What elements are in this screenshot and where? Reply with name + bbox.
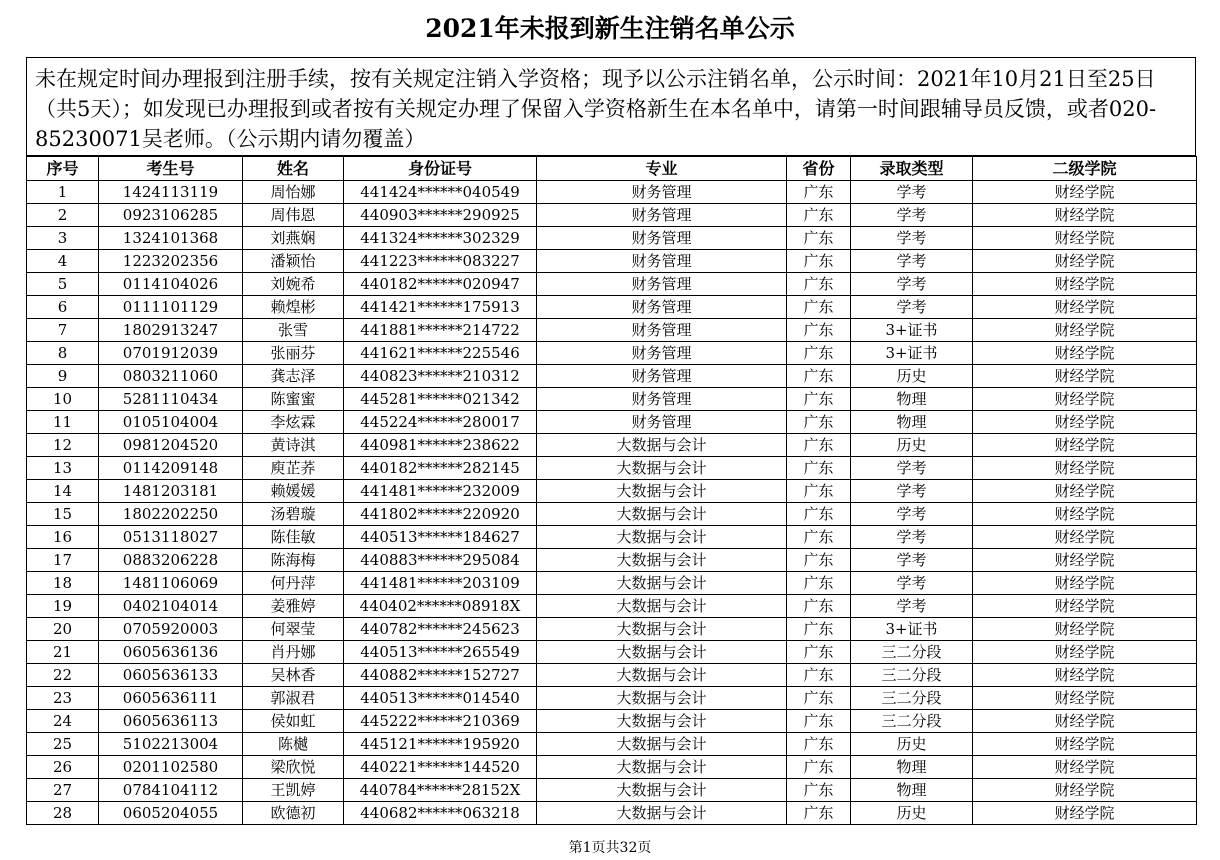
col-province-cell: 广东: [787, 664, 851, 687]
col-exam-id-cell: 0803211060: [99, 365, 243, 388]
col-major-cell: 大数据与会计: [537, 595, 787, 618]
col-seq-cell: 9: [27, 365, 99, 388]
col-major-cell: 财务管理: [537, 273, 787, 296]
col-major-cell: 财务管理: [537, 388, 787, 411]
col-province-cell: 广东: [787, 802, 851, 825]
col-exam-id-cell: 1324101368: [99, 227, 243, 250]
col-admission-type-cell: 学考: [851, 273, 973, 296]
col-major-cell: 大数据与会计: [537, 733, 787, 756]
col-id-number-cell: 440182******020947: [344, 273, 537, 296]
table-row: [27, 480, 1197, 503]
table-row: [27, 779, 1197, 802]
col-admission-type-cell: 学考: [851, 250, 973, 273]
col-seq-cell: 2: [27, 204, 99, 227]
col-exam-id-cell: 0201102580: [99, 756, 243, 779]
table-row: [27, 227, 1197, 250]
col-admission-type-cell: 学考: [851, 457, 973, 480]
col-name-cell: 郭淑君: [243, 687, 344, 710]
table-row: [27, 733, 1197, 756]
col-admission-type-cell: 物理: [851, 756, 973, 779]
col-seq-cell: 23: [27, 687, 99, 710]
col-seq-cell: 17: [27, 549, 99, 572]
col-province-cell: 广东: [787, 181, 851, 204]
col-college-cell: 财经学院: [973, 434, 1197, 457]
col-id-number-cell: 441481******203109: [344, 572, 537, 595]
col-seq-cell: 26: [27, 756, 99, 779]
col-province-cell: 广东: [787, 457, 851, 480]
col-id-number-header: 身份证号: [344, 157, 537, 181]
col-exam-id-cell: 0701912039: [99, 342, 243, 365]
col-province-cell: 广东: [787, 595, 851, 618]
col-seq-cell: 8: [27, 342, 99, 365]
col-admission-type-cell: 学考: [851, 204, 973, 227]
col-college-cell: 财经学院: [973, 687, 1197, 710]
col-admission-type-cell: 学考: [851, 503, 973, 526]
col-exam-id-cell: 5102213004: [99, 733, 243, 756]
col-admission-type-header: 录取类型: [851, 157, 973, 181]
col-name-cell: 吴林香: [243, 664, 344, 687]
col-major-cell: 财务管理: [537, 342, 787, 365]
col-admission-type-cell: 学考: [851, 480, 973, 503]
col-college-cell: 财经学院: [973, 388, 1197, 411]
col-exam-id-cell: 0605204055: [99, 802, 243, 825]
col-college-cell: 财经学院: [973, 549, 1197, 572]
col-seq-cell: 14: [27, 480, 99, 503]
col-exam-id-cell: 0605636136: [99, 641, 243, 664]
col-college-cell: 财经学院: [973, 595, 1197, 618]
table-row: [27, 250, 1197, 273]
col-province-cell: 广东: [787, 365, 851, 388]
col-id-number-cell: 445121******195920: [344, 733, 537, 756]
table-row: [27, 710, 1197, 733]
col-admission-type-cell: 三二分段: [851, 687, 973, 710]
col-id-number-cell: 440823******210312: [344, 365, 537, 388]
col-college-cell: 财经学院: [973, 779, 1197, 802]
col-province-cell: 广东: [787, 733, 851, 756]
col-exam-id-cell: 1481106069: [99, 572, 243, 595]
col-major-cell: 大数据与会计: [537, 457, 787, 480]
table-row: [27, 296, 1197, 319]
col-college-cell: 财经学院: [973, 710, 1197, 733]
col-exam-id-cell: 0981204520: [99, 434, 243, 457]
col-admission-type-cell: 历史: [851, 733, 973, 756]
col-province-cell: 广东: [787, 388, 851, 411]
col-seq-cell: 12: [27, 434, 99, 457]
col-seq-cell: 21: [27, 641, 99, 664]
col-name-cell: 何丹萍: [243, 572, 344, 595]
col-province-cell: 广东: [787, 434, 851, 457]
col-major-cell: 财务管理: [537, 250, 787, 273]
table-row: [27, 572, 1197, 595]
col-college-cell: 财经学院: [973, 802, 1197, 825]
col-name-cell: 赖媛媛: [243, 480, 344, 503]
col-major-cell: 大数据与会计: [537, 779, 787, 802]
notice-text: 未在规定时间办理报到注册手续，按有关规定注销入学资格；现予以公示注销名单，公示时间：2021年10月21日至25日（共5天）；如发现已办理报到或者按有关规定办理了保留入学资格新生在本名单中，请第一时间跟辅导员反馈，或者020-85230071吴老师。（公示期内请勿覆盖）: [26, 57, 1196, 156]
col-major-cell: 财务管理: [537, 181, 787, 204]
col-seq-cell: 19: [27, 595, 99, 618]
col-college-cell: 财经学院: [973, 733, 1197, 756]
col-name-cell: 陈佳敏: [243, 526, 344, 549]
col-exam-id-cell: 0402104014: [99, 595, 243, 618]
col-id-number-cell: 440221******144520: [344, 756, 537, 779]
col-province-cell: 广东: [787, 756, 851, 779]
col-admission-type-cell: 物理: [851, 388, 973, 411]
col-province-cell: 广东: [787, 227, 851, 250]
col-name-cell: 陈樾: [243, 733, 344, 756]
col-major-cell: 大数据与会计: [537, 526, 787, 549]
col-major-cell: 大数据与会计: [537, 641, 787, 664]
table-row: [27, 595, 1197, 618]
col-exam-id-cell: 1481203181: [99, 480, 243, 503]
col-exam-id-cell: 0605636133: [99, 664, 243, 687]
col-seq-cell: 28: [27, 802, 99, 825]
col-admission-type-cell: 学考: [851, 227, 973, 250]
col-college-cell: 财经学院: [973, 204, 1197, 227]
table-row: [27, 756, 1197, 779]
col-exam-id-cell: 1802202250: [99, 503, 243, 526]
col-major-cell: 大数据与会计: [537, 549, 787, 572]
col-seq-cell: 13: [27, 457, 99, 480]
col-name-cell: 肖丹娜: [243, 641, 344, 664]
col-id-number-cell: 441621******225546: [344, 342, 537, 365]
col-name-cell: 赖煌彬: [243, 296, 344, 319]
col-exam-id-cell: 5281110434: [99, 388, 243, 411]
col-id-number-cell: 440182******282145: [344, 457, 537, 480]
col-name-cell: 陈蜜蜜: [243, 388, 344, 411]
col-major-cell: 财务管理: [537, 365, 787, 388]
col-name-cell: 王凯婷: [243, 779, 344, 802]
table-row: [27, 802, 1197, 825]
col-exam-id-cell: 1424113119: [99, 181, 243, 204]
col-college-cell: 财经学院: [973, 503, 1197, 526]
table-row: [27, 503, 1197, 526]
col-admission-type-cell: 历史: [851, 802, 973, 825]
col-major-cell: 大数据与会计: [537, 618, 787, 641]
col-admission-type-cell: 历史: [851, 365, 973, 388]
col-seq-cell: 6: [27, 296, 99, 319]
col-province-cell: 广东: [787, 618, 851, 641]
col-college-cell: 财经学院: [973, 319, 1197, 342]
col-province-cell: 广东: [787, 687, 851, 710]
col-name-header: 姓名: [243, 157, 344, 181]
col-college-cell: 财经学院: [973, 572, 1197, 595]
col-exam-id-cell: 0923106285: [99, 204, 243, 227]
col-id-number-cell: 441223******083227: [344, 250, 537, 273]
col-seq-cell: 24: [27, 710, 99, 733]
col-id-number-cell: 440981******238622: [344, 434, 537, 457]
col-id-number-cell: 441802******220920: [344, 503, 537, 526]
col-name-cell: 侯如虹: [243, 710, 344, 733]
col-name-cell: 庾芷荞: [243, 457, 344, 480]
col-college-header: 二级学院: [973, 157, 1197, 181]
col-college-cell: 财经学院: [973, 273, 1197, 296]
col-college-cell: 财经学院: [973, 480, 1197, 503]
col-major-cell: 财务管理: [537, 296, 787, 319]
col-province-cell: 广东: [787, 480, 851, 503]
col-major-cell: 财务管理: [537, 204, 787, 227]
table-header-row: [27, 157, 1197, 181]
col-major-cell: 财务管理: [537, 411, 787, 434]
col-province-cell: 广东: [787, 250, 851, 273]
col-name-cell: 周伟恩: [243, 204, 344, 227]
col-college-cell: 财经学院: [973, 664, 1197, 687]
col-seq-cell: 15: [27, 503, 99, 526]
deregistration-table: [26, 156, 1197, 825]
col-id-number-cell: 441481******232009: [344, 480, 537, 503]
col-college-cell: 财经学院: [973, 411, 1197, 434]
col-seq-cell: 25: [27, 733, 99, 756]
col-seq-header: 序号: [27, 157, 99, 181]
table-row: [27, 411, 1197, 434]
col-province-cell: 广东: [787, 710, 851, 733]
col-admission-type-cell: 物理: [851, 411, 973, 434]
table-row: [27, 204, 1197, 227]
col-exam-id-cell: 0114104026: [99, 273, 243, 296]
col-exam-id-header: 考生号: [99, 157, 243, 181]
table-row: [27, 273, 1197, 296]
col-major-cell: 大数据与会计: [537, 802, 787, 825]
col-college-cell: 财经学院: [973, 227, 1197, 250]
page-title: 2021年未报到新生注销名单公示: [425, 14, 795, 43]
col-province-cell: 广东: [787, 572, 851, 595]
col-college-cell: 财经学院: [973, 641, 1197, 664]
col-name-cell: 欧德初: [243, 802, 344, 825]
col-seq-cell: 7: [27, 319, 99, 342]
col-seq-cell: 16: [27, 526, 99, 549]
col-id-number-cell: 440782******245623: [344, 618, 537, 641]
col-admission-type-cell: 学考: [851, 526, 973, 549]
col-province-cell: 广东: [787, 779, 851, 802]
table-row: [27, 319, 1197, 342]
col-id-number-cell: 440513******265549: [344, 641, 537, 664]
col-seq-cell: 1: [27, 181, 99, 204]
col-college-cell: 财经学院: [973, 526, 1197, 549]
col-seq-cell: 10: [27, 388, 99, 411]
table-row: [27, 181, 1197, 204]
col-name-cell: 姜雅婷: [243, 595, 344, 618]
col-admission-type-cell: 学考: [851, 595, 973, 618]
col-province-cell: 广东: [787, 411, 851, 434]
col-college-cell: 财经学院: [973, 618, 1197, 641]
col-seq-cell: 22: [27, 664, 99, 687]
col-province-cell: 广东: [787, 319, 851, 342]
col-id-number-cell: 440882******152727: [344, 664, 537, 687]
col-id-number-cell: 440903******290925: [344, 204, 537, 227]
col-exam-id-cell: 0883206228: [99, 549, 243, 572]
col-id-number-cell: 440682******063218: [344, 802, 537, 825]
col-id-number-cell: 441881******214722: [344, 319, 537, 342]
col-exam-id-cell: 0605636113: [99, 710, 243, 733]
col-seq-cell: 11: [27, 411, 99, 434]
col-college-cell: 财经学院: [973, 296, 1197, 319]
col-exam-id-cell: 0784104112: [99, 779, 243, 802]
col-admission-type-cell: 三二分段: [851, 664, 973, 687]
col-name-cell: 李炫霖: [243, 411, 344, 434]
col-seq-cell: 20: [27, 618, 99, 641]
col-id-number-cell: 440402******08918X: [344, 595, 537, 618]
col-name-cell: 何翠莹: [243, 618, 344, 641]
table-body: [27, 181, 1197, 825]
col-major-cell: 大数据与会计: [537, 480, 787, 503]
col-id-number-cell: 445224******280017: [344, 411, 537, 434]
col-province-header: 省份: [787, 157, 851, 181]
col-major-header: 专业: [537, 157, 787, 181]
col-name-cell: 黄诗淇: [243, 434, 344, 457]
col-exam-id-cell: 0105104004: [99, 411, 243, 434]
col-seq-cell: 3: [27, 227, 99, 250]
col-province-cell: 广东: [787, 296, 851, 319]
table-row: [27, 641, 1197, 664]
col-college-cell: 财经学院: [973, 250, 1197, 273]
col-exam-id-cell: 0605636111: [99, 687, 243, 710]
col-exam-id-cell: 0111101129: [99, 296, 243, 319]
col-name-cell: 汤碧璇: [243, 503, 344, 526]
col-seq-cell: 5: [27, 273, 99, 296]
col-id-number-cell: 440784******28152X: [344, 779, 537, 802]
col-college-cell: 财经学院: [973, 365, 1197, 388]
col-name-cell: 张丽芬: [243, 342, 344, 365]
col-exam-id-cell: 0705920003: [99, 618, 243, 641]
col-major-cell: 大数据与会计: [537, 664, 787, 687]
col-seq-cell: 18: [27, 572, 99, 595]
col-name-cell: 张雪: [243, 319, 344, 342]
col-province-cell: 广东: [787, 503, 851, 526]
col-id-number-cell: 445281******021342: [344, 388, 537, 411]
table-row: [27, 342, 1197, 365]
col-id-number-cell: 445222******210369: [344, 710, 537, 733]
col-major-cell: 财务管理: [537, 227, 787, 250]
col-province-cell: 广东: [787, 342, 851, 365]
col-name-cell: 潘颖怡: [243, 250, 344, 273]
col-name-cell: 周怡娜: [243, 181, 344, 204]
table-row: [27, 388, 1197, 411]
col-major-cell: 大数据与会计: [537, 710, 787, 733]
col-id-number-cell: 441324******302329: [344, 227, 537, 250]
document-sheet: [26, 57, 1196, 825]
col-exam-id-cell: 0513118027: [99, 526, 243, 549]
col-id-number-cell: 441421******175913: [344, 296, 537, 319]
col-admission-type-cell: 学考: [851, 572, 973, 595]
page-footer: 第1页共32页: [568, 840, 652, 856]
col-exam-id-cell: 0114209148: [99, 457, 243, 480]
col-major-cell: 财务管理: [537, 319, 787, 342]
col-college-cell: 财经学院: [973, 181, 1197, 204]
col-major-cell: 大数据与会计: [537, 434, 787, 457]
col-admission-type-cell: 三二分段: [851, 641, 973, 664]
col-name-cell: 刘燕娴: [243, 227, 344, 250]
col-admission-type-cell: 3+证书: [851, 319, 973, 342]
col-seq-cell: 4: [27, 250, 99, 273]
col-exam-id-cell: 1802913247: [99, 319, 243, 342]
col-province-cell: 广东: [787, 549, 851, 572]
col-id-number-cell: 440883******295084: [344, 549, 537, 572]
col-admission-type-cell: 三二分段: [851, 710, 973, 733]
col-college-cell: 财经学院: [973, 457, 1197, 480]
col-major-cell: 大数据与会计: [537, 572, 787, 595]
col-admission-type-cell: 学考: [851, 549, 973, 572]
col-province-cell: 广东: [787, 526, 851, 549]
col-province-cell: 广东: [787, 273, 851, 296]
col-major-cell: 大数据与会计: [537, 756, 787, 779]
col-seq-cell: 27: [27, 779, 99, 802]
col-admission-type-cell: 3+证书: [851, 342, 973, 365]
col-province-cell: 广东: [787, 204, 851, 227]
table-row: [27, 618, 1197, 641]
col-admission-type-cell: 3+证书: [851, 618, 973, 641]
table-row: [27, 549, 1197, 572]
table-row: [27, 664, 1197, 687]
col-admission-type-cell: 历史: [851, 434, 973, 457]
table-row: [27, 526, 1197, 549]
table-row: [27, 365, 1197, 388]
col-id-number-cell: 441424******040549: [344, 181, 537, 204]
col-name-cell: 陈海梅: [243, 549, 344, 572]
col-college-cell: 财经学院: [973, 756, 1197, 779]
col-admission-type-cell: 学考: [851, 296, 973, 319]
table-row: [27, 434, 1197, 457]
col-name-cell: 梁欣悦: [243, 756, 344, 779]
table-row: [27, 457, 1197, 480]
col-id-number-cell: 440513******014540: [344, 687, 537, 710]
col-major-cell: 大数据与会计: [537, 687, 787, 710]
table-row: [27, 687, 1197, 710]
col-major-cell: 大数据与会计: [537, 503, 787, 526]
col-exam-id-cell: 1223202356: [99, 250, 243, 273]
col-admission-type-cell: 学考: [851, 181, 973, 204]
col-name-cell: 刘婉希: [243, 273, 344, 296]
col-id-number-cell: 440513******184627: [344, 526, 537, 549]
col-province-cell: 广东: [787, 641, 851, 664]
col-admission-type-cell: 物理: [851, 779, 973, 802]
col-college-cell: 财经学院: [973, 342, 1197, 365]
col-name-cell: 龚志泽: [243, 365, 344, 388]
